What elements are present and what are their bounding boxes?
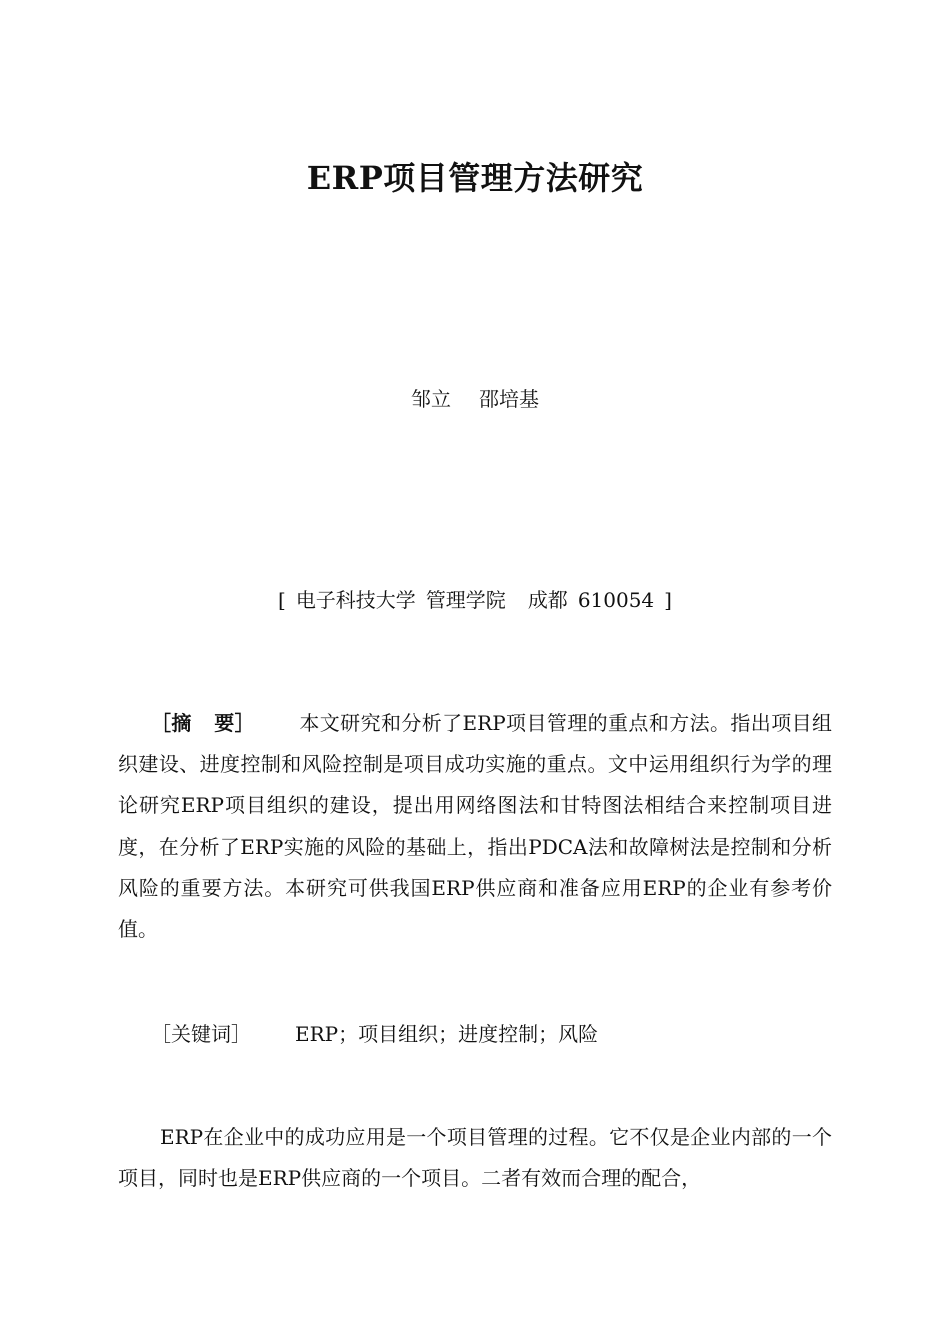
affiliation-postcode: 610054 — [577, 588, 655, 612]
body-paragraph: ERP在企业中的成功应用是一个项目管理的过程。它不仅是企业内部的一个项目，同时也是ERP供应商的一个项目。二者有效而合理的配合， — [118, 1125, 832, 1191]
affiliation-city: 成都 — [527, 588, 568, 612]
keywords-label: ［关键词］ — [151, 1022, 251, 1046]
author-list — [0, 384, 950, 414]
paper-title: ERP项目管理方法研究 — [306, 159, 644, 197]
abstract — [118, 703, 832, 950]
author-name: 邹立 — [411, 387, 451, 411]
affiliation-bracket-close: ] — [664, 588, 672, 612]
abstract-label-end: 要］ — [213, 711, 255, 735]
affiliation — [0, 585, 950, 615]
abstract-label — [151, 711, 255, 735]
affiliation-school: 管理学院 — [425, 588, 506, 612]
abstract-text: 本文研究和分析了ERP项目管理的重点和方法。指出项目组织建设、进度控制和风险控制是项目成功实施的重点。文中运用组织行为学的理论研究ERP项目组织的建设，提出用网络图法和甘特图法相结合来控制项目进度，在分析了ERP实施的风险的基础上，指出PDCA法和故障树法是控制和分析风险的重要方法。本研究可供我国ERP供应商和准备应用ERP的企业有参考价值。 — [118, 711, 832, 942]
affiliation-university: 电子科技大学 — [295, 588, 416, 612]
author-name: 邵培基 — [479, 387, 539, 411]
affiliation-bracket-open: [ — [278, 588, 286, 612]
abstract-label-start: ［摘 — [151, 711, 192, 735]
keywords-text: ERP；项目组织；进度控制；风险 — [295, 1022, 599, 1046]
keywords — [151, 1017, 831, 1051]
